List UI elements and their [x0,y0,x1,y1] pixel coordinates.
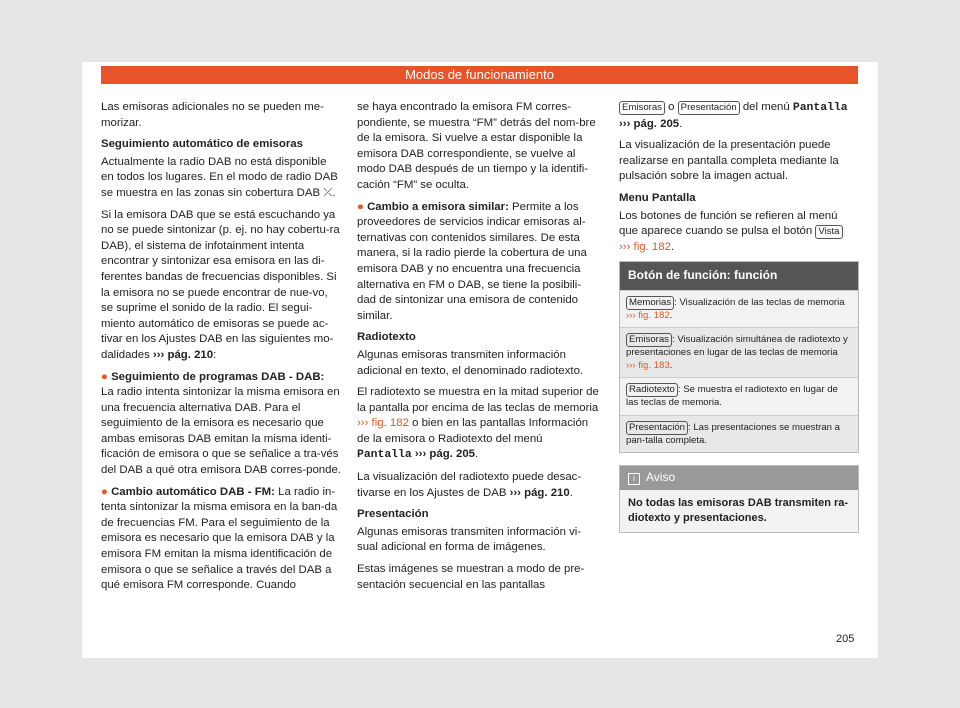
note-text: No todas las emisoras DAB transmiten ra-diotexto y presentaciones. [620,490,858,532]
page-reference[interactable]: ››› pág. 205 [619,117,680,130]
info-icon: i [628,473,640,485]
figure-reference[interactable]: ››› fig. 182 [357,417,409,430]
page-header: Modos de funcionamiento [101,66,858,84]
page-reference[interactable]: ››› pág. 210 [509,486,570,499]
bullet-icon: ● [101,370,108,383]
key-emisoras: Emisoras [619,101,665,115]
bullet-item: ● Seguimiento de programas DAB - DAB: La radio intenta sintonizar la misma emisora en una frecuencia alternativa DAB. Para el seguimiento de la emisora es necesario que ambas emisoras DAB emitan la misma identi-ficación de emisora o que se señalice a tra-vés del DAB a qué otra emisora DAB corres-ponde. [101,370,341,477]
section-heading: Radiotexto [357,331,416,344]
paragraph: La visualización del radiotexto puede desac-tivarse en los Ajustes de DAB ››› pág. 210. [357,471,582,499]
bullet-item: ● Cambio automático DAB - FM: La radio in-tenta sintonizar la misma emisora en la ban-da de frecuencias FM. Para el seguimiento de la emisora es necesario que la emisora DAB y la emisora FM emitan la misma identificación de emisora o que se señalice a través del DAB a qué emisora FM corresponde. Cuando [101,485,338,592]
key-vista: Vista [815,225,842,239]
paragraph: Estas imágenes se muestran a modo de pre-sentación secuencial en las pantallas [357,563,585,591]
paragraph: Emisoras o Presentación del menú Pantalla ››› pág. 205. [619,101,848,130]
column-3 [619,100,859,533]
paragraph: Actualmente la radio DAB no está disponible en todos los lugares. En el modo de radio DAB se muestra en las zonas sin cobertura DAB ⤫. [101,155,338,199]
bullet-icon: ● [101,485,108,498]
bullet-icon: ● [357,200,364,213]
paragraph: Las emisoras adicionales no se pueden me-morizar. [101,101,324,129]
page-number: 205 [836,633,855,645]
note-box [619,465,859,533]
paragraph: Los botones de función se refieren al menú que aparece cuando se pulsa el botón Vista ››› fig. 182. [619,209,859,256]
paragraph: se haya encontrado la emisora FM corres-pondiente, se muestra “FM” detrás del nom-bre de la emisora. Si vuelve a estar disponible la emisora DAB correspondiente, se vuelve al modo DAB después de un tiempo y la identifi-cación “FM” se oculta. [357,101,596,191]
key-presentacion: Presentación [678,101,740,115]
table-header: Botón de función: función [620,262,858,290]
paragraph: El radiotexto se muestra en la mitad superior de la pantalla por encima de las teclas de memoria ››› fig. 182 o bien en las pantallas Información de la emisora o Radiotexto del menú Pantalla ››› pág. 205. [357,386,599,462]
menu-name: Pantalla [357,449,412,462]
table-row: Radiotexto : Se muestra el radiotexto en lugar de las teclas de memoria. [620,377,858,415]
paragraph: La visualización de la presentación puede realizarse en pantalla completa mediante la pulsación sobre la imagen actual. [619,139,839,183]
column-1 [101,100,341,600]
menu-name: Pantalla [792,102,848,114]
section-heading: Presentación [357,508,429,521]
section-heading: Menu Pantalla [619,191,696,204]
paragraph: Algunas emisoras transmiten información vi-sual adicional en forma de imágenes. [357,525,582,554]
table-row: Memorias : Visualización de las teclas de memoria ››› fig. 182. [620,290,858,328]
page-reference[interactable]: ››› pág. 205 [414,448,475,461]
table-row: Emisoras : Visualización simultánea de radiotexto y presentaciones en lugar de las teclas de memoria ››› fig. 183. [620,327,858,377]
section-heading: Seguimiento automático de emisoras [101,138,303,151]
page-reference[interactable]: ››› pág. 210 [152,348,214,361]
column-2 [357,100,599,599]
paragraph: Algunas emisoras transmiten información adicional en texto, el denominado radiotexto. [357,348,584,377]
paragraph: Si la emisora DAB que se está escuchando ya no se puede sintonizar (p. ej. no hay cobertu-ra DAB), el sistema de infotainment intenta encontrar y sintonizar esa emisora en las di-ferentes bandas de frecuencias disponibles. Si la emisora no se puede encontrar de nue-vo, se suprime el sonido de la radio. El segui-miento automático de emisoras se puede ac-tivar en los Ajustes DAB en las siguientes mo-dalidades ››› pág. 210: [101,208,340,361]
figure-reference[interactable]: ››› fig. 182 [619,240,671,253]
table-row: Presentación : Las presentaciones se muestran a pan-talla completa. [620,415,858,453]
note-header: i Aviso [620,466,858,490]
bullet-item: ● Cambio a emisora similar: Permite a los proveedores de servicios indicar emisoras al-ternativas con contenidos similares. De esta manera, si la radio pierde la cobertura de una emisora DAB y no encuentra una frecuencia alternativa en FM o DAB, se tiene la posibili-dad de sintonizar una emisora de contenido similar. [357,200,587,322]
function-table [619,261,859,453]
